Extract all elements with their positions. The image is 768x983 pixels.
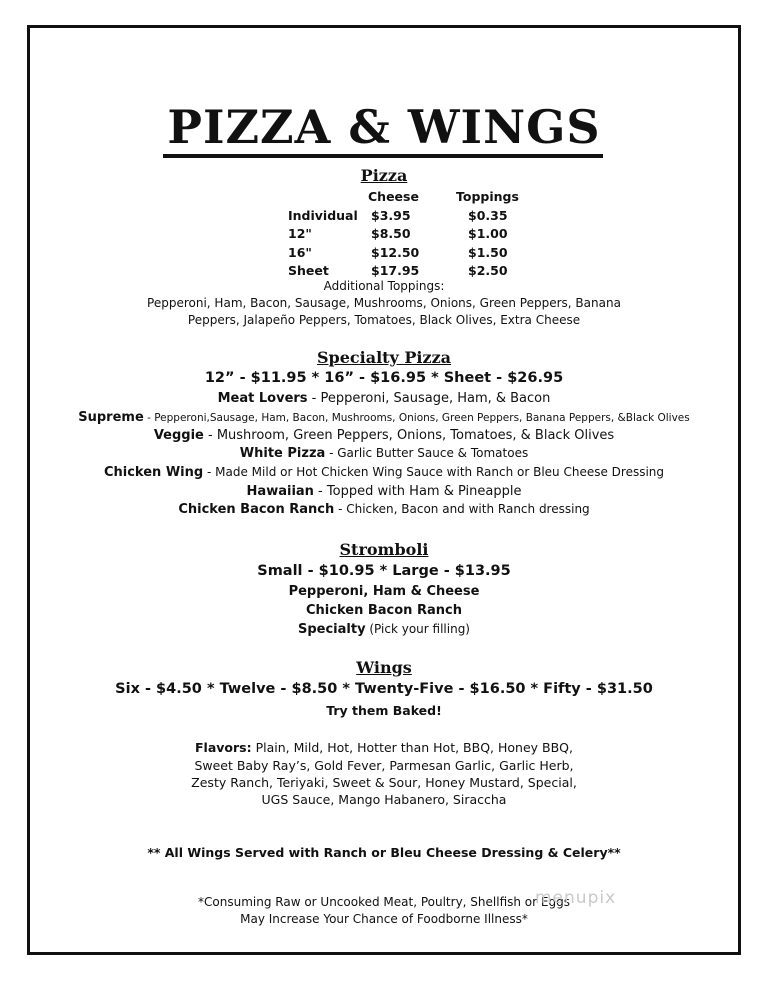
pizza-size-column	[288, 207, 358, 281]
flavors-list: Zesty Ranch, Teriyaki, Sweet & Sour, Honey Mustard, Special,	[191, 775, 577, 790]
specialty-item	[0, 428, 768, 443]
pizza-size: 12"	[288, 226, 312, 241]
specialty-item-desc: - Mushroom, Green Peppers, Onions, Tomatoes, & Black Olives	[203, 428, 615, 443]
stromboli-item-name: Specialty	[297, 622, 366, 637]
stromboli-item: Chicken Bacon Ranch	[306, 603, 462, 618]
specialty-item-desc: - Garlic Butter Sauce & Tomatoes	[325, 446, 529, 460]
cheese-price: $12.50	[371, 244, 420, 260]
wings-prices: Six - $4.50 * Twelve - $8.50 * Twenty-Five - $16.50 * Fifty - $31.50	[115, 681, 653, 697]
specialty-item-desc: - Pepperoni, Sausage, Ham, & Bacon	[307, 391, 551, 406]
cheese-price: $17.95	[371, 263, 420, 278]
pizza-heading: Pizza	[360, 166, 408, 185]
cheese-price: $3.95	[371, 207, 411, 223]
flavors-list: UGS Sauce, Mango Habanero, Siraccha	[261, 792, 507, 807]
specialty-item-name: Chicken Bacon Ranch	[178, 502, 335, 517]
stromboli-item-note: (Pick your filling)	[365, 622, 470, 636]
pizza-size: 16"	[288, 244, 312, 260]
disclaimer-line: May Increase Your Chance of Foodborne Illness*	[240, 912, 528, 926]
specialty-item-desc: - Chicken, Bacon and with Ranch dressing	[334, 502, 590, 516]
additional-toppings-label: Additional Toppings:	[323, 279, 445, 293]
specialty-item-name: Meat Lovers	[217, 391, 308, 406]
specialty-item	[0, 502, 768, 517]
specialty-item-name: Hawaiian	[246, 484, 314, 499]
specialty-item-desc: - Topped with Ham & Pineapple	[313, 484, 522, 499]
specialty-item	[0, 465, 768, 480]
pizza-size: Individual	[288, 207, 358, 223]
pizza-size: Sheet	[288, 263, 329, 278]
flavors-label: Flavors:	[195, 740, 252, 755]
wings-flavors	[0, 740, 768, 755]
specialty-item	[0, 484, 768, 499]
stromboli-prices: Small - $10.95 * Large - $13.95	[257, 563, 511, 579]
specialty-item	[0, 391, 768, 406]
specialty-prices: 12” - $11.95 * 16” - $16.95 * Sheet - $26.95	[204, 370, 564, 386]
title-underline	[163, 154, 603, 158]
specialty-item	[0, 446, 768, 461]
toppings-price: $0.35	[468, 207, 508, 223]
additional-toppings-list: Pepperoni, Ham, Bacon, Sausage, Mushrooms, Onions, Green Peppers, Banana	[147, 296, 621, 310]
disclaimer-line: *Consuming Raw or Uncooked Meat, Poultry, Shellfish or Eggs	[198, 895, 570, 909]
specialty-item-name: Supreme	[78, 410, 144, 425]
menupix-watermark: menupix	[535, 888, 617, 908]
specialty-item-name: White Pizza	[239, 446, 326, 461]
menu-title: PIZZA & WINGS	[167, 100, 601, 154]
wings-baked-note: Try them Baked!	[326, 703, 442, 718]
toppings-price: $1.50	[468, 244, 508, 260]
cheese-header: Cheese	[368, 189, 419, 204]
pizza-cheese-column	[368, 188, 419, 281]
specialty-heading: Specialty Pizza	[316, 348, 452, 367]
pizza-toppings-column	[456, 188, 519, 281]
specialty-item-desc: - Pepperoni,Sausage, Ham, Bacon, Mushrooms, Onions, Green Peppers, Banana Peppers, &Black Olives	[143, 412, 690, 424]
toppings-header: Toppings	[456, 189, 519, 204]
specialty-item-name: Veggie	[153, 428, 204, 443]
specialty-item	[0, 410, 768, 425]
additional-toppings-list: Peppers, Jalapeño Peppers, Tomatoes, Black Olives, Extra Cheese	[187, 313, 581, 327]
stromboli-item	[0, 622, 768, 637]
wings-heading: Wings	[356, 658, 412, 677]
cheese-price: $8.50	[371, 226, 411, 241]
specialty-item-desc: - Made Mild or Hot Chicken Wing Sauce with Ranch or Bleu Cheese Dressing	[203, 465, 665, 479]
flavors-list: Plain, Mild, Hot, Hotter than Hot, BBQ, Honey BBQ,	[251, 740, 573, 755]
stromboli-item: Pepperoni, Ham & Cheese	[288, 584, 480, 599]
flavors-list: Sweet Baby Ray’s, Gold Fever, Parmesan Garlic, Garlic Herb,	[194, 758, 574, 773]
toppings-price: $1.00	[468, 226, 508, 241]
toppings-price: $2.50	[468, 263, 508, 278]
wings-served-note: ** All Wings Served with Ranch or Bleu Cheese Dressing & Celery**	[147, 845, 621, 860]
specialty-item-name: Chicken Wing	[103, 465, 204, 480]
stromboli-heading: Stromboli	[339, 540, 429, 559]
